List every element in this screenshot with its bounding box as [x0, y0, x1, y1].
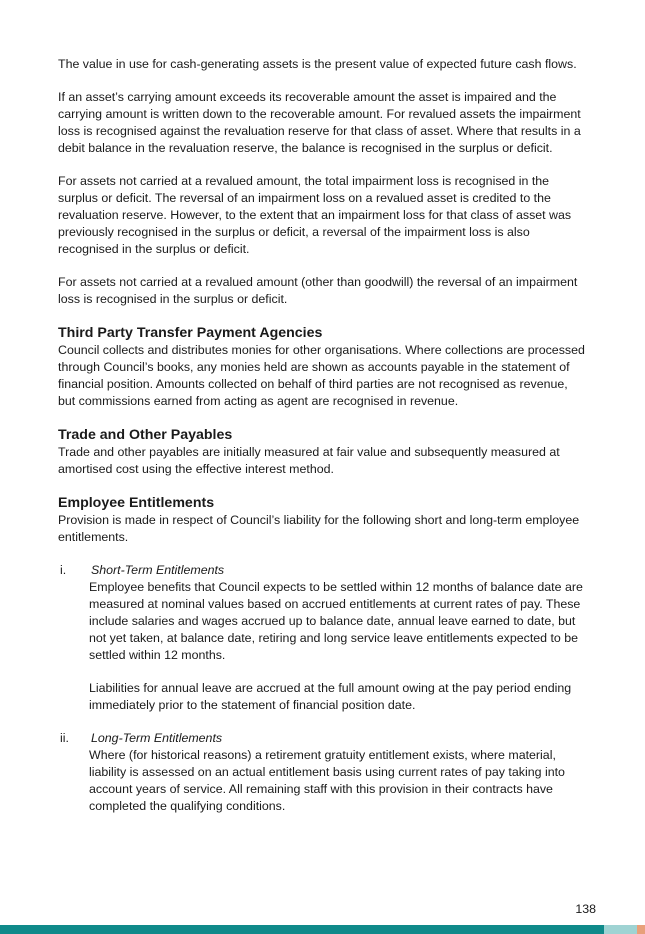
page-content [58, 56, 588, 815]
heading-third-party: Third Party Transfer Payment Agencies [58, 325, 323, 341]
page-number: 138 [575, 902, 596, 916]
paragraph-goodwill: For assets not carried at a revalued amount (other than goodwill) the reversal of an impairment loss is recognised in the surplus or deficit. [58, 275, 578, 306]
paragraph-not-revalued: For assets not carried at a revalued amount, the total impairment loss is recognised in the surplus or deficit. The reversal of an impairment loss on a revalued asset is credited to the revaluation reserve. However, to the extent that an impairment loss for that class of asset was previously recognised in the surplus or deficit, a reversal of the impairment loss is also recognised in the surplus or deficit. [58, 174, 572, 256]
subheading-label: Long-Term Entitlements [91, 731, 223, 745]
paragraph-value-in-use: The value in use for cash-generating assets is the present value of expected future cash flows. [58, 57, 577, 71]
paragraph-carrying-amount: If an asset’s carrying amount exceeds its recoverable amount the asset is impaired and the carrying amount is written down to the recoverable amount. For revalued assets the impairment loss is recognised against the revaluation reserve for that class of asset. Where that results in a debit balance in the revaluation reserve, the balance is recognised in the surplus or deficit. [58, 90, 581, 155]
section-employee-entitlements [58, 494, 588, 546]
subsection-long-term [60, 730, 588, 815]
section-third-party [58, 324, 588, 410]
body-long-term: Where (for historical reasons) a retirement gratuity entitlement exists, where material, liability is assessed on an actual entitlement basis using current rates of pay taking into account years of service. All remaining staff with this provision in their contracts have completed the qualifying conditions. [89, 748, 565, 813]
list-number: ii. [60, 731, 69, 745]
subsection-short-term [60, 562, 588, 714]
footer-color-bar [0, 925, 645, 934]
body-short-term-1: Employee benefits that Council expects to be settled within 12 months of balance date are measured at nominal values based on accrued entitlements at current rates of pay. These include salaries and wages accrued up to balance date, annual leave earned to date, but not yet taken, at balance date, retiring and long service leave entitlements expected to be settled within 12 months. [89, 580, 583, 662]
body-employee-entitlements: Provision is made in respect of Council’s liability for the following short and long-term employee entitlements. [58, 513, 580, 544]
body-trade-payables: Trade and other payables are initially measured at fair value and subsequently measured at amortised cost using the effective interest method. [58, 445, 560, 476]
footer-bar-orange [637, 925, 645, 934]
body-third-party: Council collects and distributes monies for other organisations. Where collections are processed through Council’s books, any monies held are shown as accounts payable in the statement of financial position. Amounts collected on behalf of third parties are not recognised as revenue, but commissions earned from acting as agent are recognised in revenue. [58, 343, 585, 408]
subheading-label: Short-Term Entitlements [91, 563, 225, 577]
subheading-short-term [60, 562, 588, 579]
footer-bar-light [604, 925, 637, 934]
body-short-term-2: Liabilities for annual leave are accrued at the full amount owing at the pay period ending immediately prior to the statement of financial position date. [89, 681, 572, 712]
section-trade-payables [58, 426, 588, 478]
footer-bar-teal [0, 925, 604, 934]
heading-employee-entitlements: Employee Entitlements [58, 495, 215, 511]
list-number: i. [60, 563, 67, 577]
subheading-long-term [60, 730, 588, 747]
heading-trade-payables: Trade and Other Payables [58, 427, 233, 443]
